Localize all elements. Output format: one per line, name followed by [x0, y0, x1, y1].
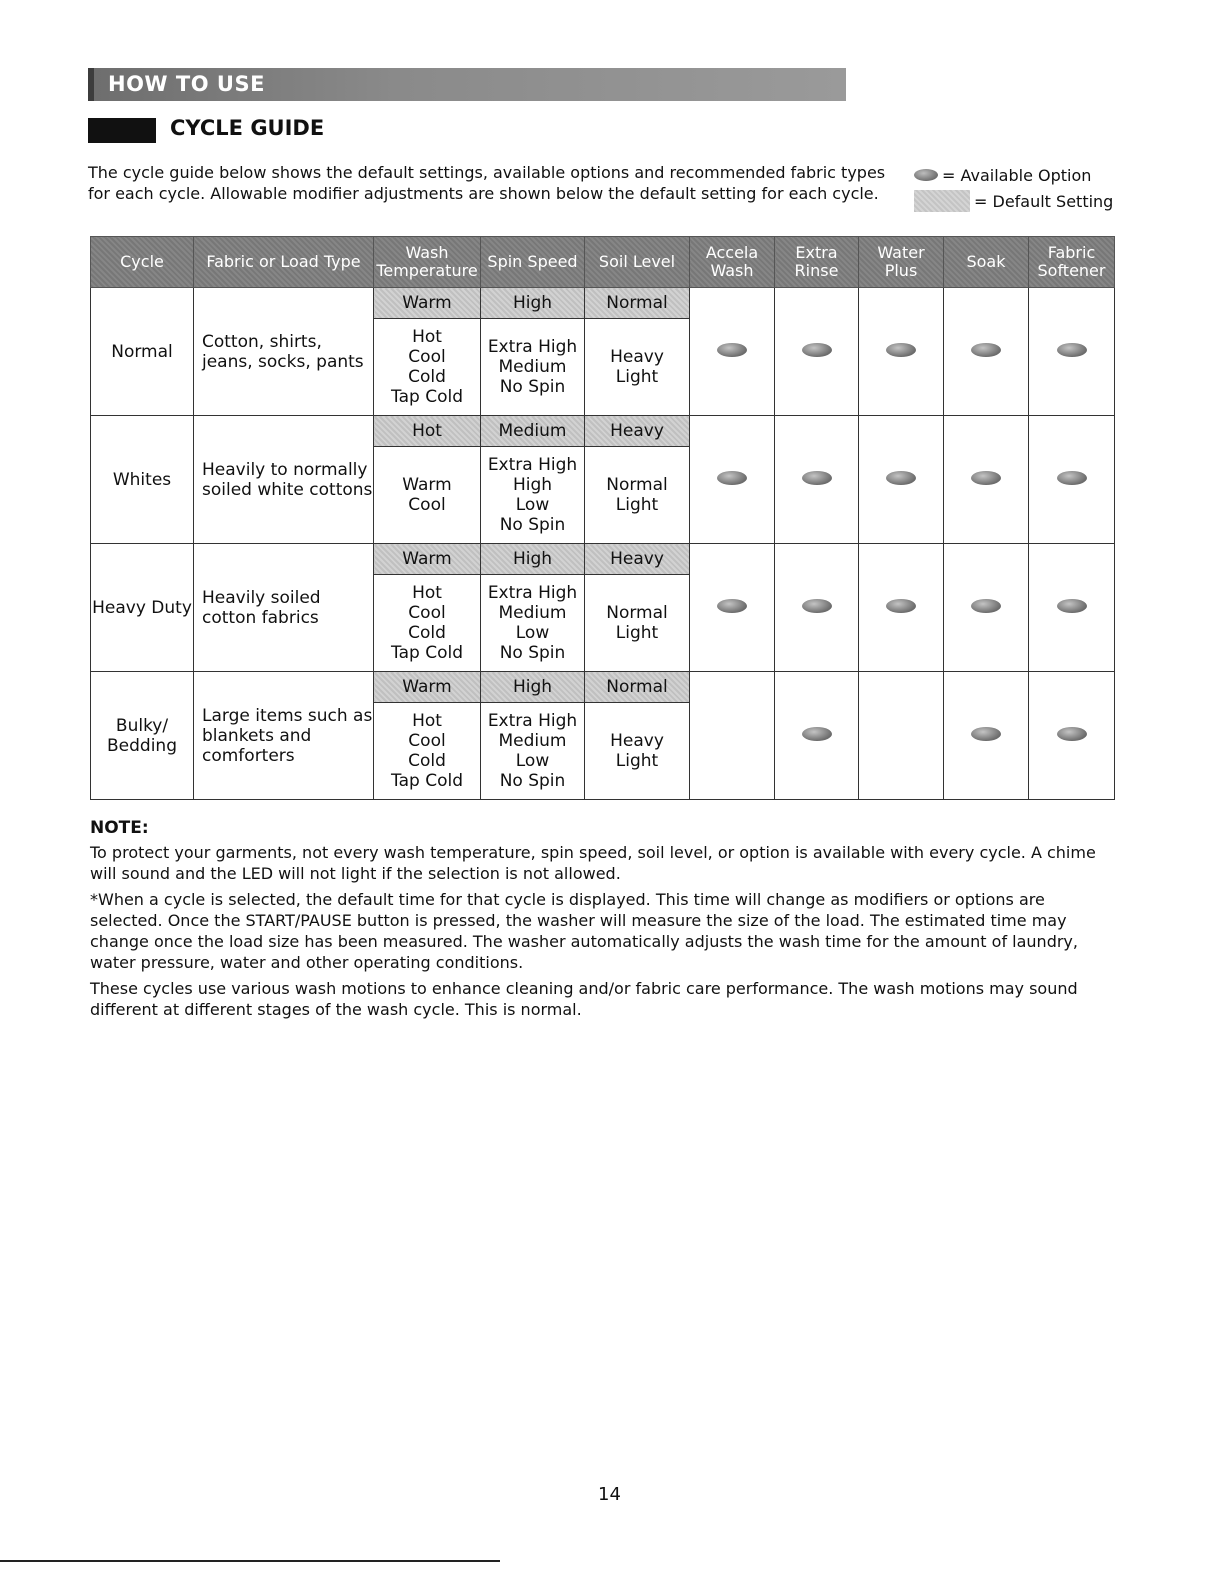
available-dot-icon: [1057, 599, 1087, 613]
fabric-type: Heavily to normally soiled white cottons: [194, 416, 374, 544]
option-value: Normal: [606, 475, 668, 495]
soak-cell: [944, 544, 1029, 672]
cycle-name: Bulky/ Bedding: [91, 672, 194, 800]
option-value: No Spin: [499, 771, 566, 791]
option-value: Extra High: [487, 337, 578, 357]
accela-wash-cell: [690, 288, 775, 416]
option-value: No Spin: [499, 377, 566, 397]
wash-temperature-options: [374, 447, 481, 544]
spin-speed-options: [481, 703, 585, 800]
extra-rinse-cell: [775, 672, 859, 800]
spin-speed-options: [481, 319, 585, 416]
section-banner: [88, 68, 846, 101]
option-value: Light: [615, 623, 659, 643]
option-value: Cool: [408, 347, 446, 367]
table-row: [91, 672, 1115, 703]
title-marker-block: [88, 118, 156, 143]
column-header-cycle: Cycle: [91, 237, 194, 288]
accela-wash-cell: [690, 544, 775, 672]
intro-text: The cycle guide below shows the default settings, available options and recommended fabric types for each cycle. Allowable modifier adjustments are shown below the default setting for each cycle.: [88, 163, 886, 203]
default-wash-temperature: Hot: [374, 416, 481, 447]
note-title: NOTE:: [90, 818, 149, 838]
option-value: Hot: [412, 711, 442, 731]
default-spin-speed: High: [481, 672, 585, 703]
fabric-type: Large items such as blankets and comforters: [194, 672, 374, 800]
legend-default-row: [914, 188, 1113, 214]
fabric-softener-cell: [1029, 288, 1115, 416]
legend-default-label: = Default Setting: [974, 191, 1114, 211]
cycle-name: Normal: [91, 288, 194, 416]
available-dot-icon: [802, 343, 832, 357]
note-paragraph: These cycles use various wash motions to enhance cleaning and/or fabric care performance. The wash motions may sound different at different stages of the wash cycle. This is normal.: [90, 979, 1078, 1019]
default-soil-level: Heavy: [585, 416, 690, 447]
option-value: Tap Cold: [391, 771, 463, 791]
option-value: Extra High: [487, 455, 578, 475]
available-dot-icon: [886, 471, 916, 485]
accela-wash-cell: [690, 416, 775, 544]
column-header-accela-wash: Accela Wash: [690, 237, 775, 288]
legend-available-row: [914, 162, 1113, 188]
option-value: Heavy: [610, 347, 664, 367]
soil-level-options: [585, 703, 690, 800]
available-dot-icon: [1057, 343, 1087, 357]
cycle-name: Heavy Duty: [91, 544, 194, 672]
soil-level-options: [585, 319, 690, 416]
column-header-extra-rinse: Extra Rinse: [775, 237, 859, 288]
section-title: HOW TO USE: [108, 72, 265, 96]
note-paragraph: *When a cycle is selected, the default time for that cycle is displayed. This time will change as modifiers or options are selected. Once the START/PAUSE button is pressed, the washer will measure the size of the load. The estimated time may change once the load size has been measured. The washer automatically adjusts the wash time for the amount of laundry, water pressure, water and other operating conditions.: [90, 890, 1078, 972]
fabric-type: Cotton, shirts, jeans, socks, pants: [194, 288, 374, 416]
spin-speed-options: [481, 575, 585, 672]
water-plus-cell: [859, 544, 944, 672]
option-value: Cold: [408, 751, 446, 771]
extra-rinse-cell: [775, 416, 859, 544]
soak-cell: [944, 288, 1029, 416]
page-title: CYCLE GUIDE: [170, 116, 325, 140]
water-plus-cell: [859, 288, 944, 416]
wash-temperature-options: [374, 575, 481, 672]
legend-available-label: = Available Option: [942, 165, 1092, 185]
page-number: 14: [598, 1484, 621, 1505]
column-header-wash-temperature: Wash Temperature: [374, 237, 481, 288]
option-value: Hot: [412, 583, 442, 603]
default-wash-temperature: Warm: [374, 288, 481, 319]
available-dot-icon: [971, 727, 1001, 741]
default-swatch-icon: [914, 190, 970, 212]
option-value: Tap Cold: [391, 387, 463, 407]
option-value: Medium: [498, 731, 567, 751]
option-value: Cool: [408, 603, 446, 623]
soil-level-options: [585, 447, 690, 544]
notes: [90, 842, 1120, 1025]
spin-speed-options: [481, 447, 585, 544]
wash-temperature-options: [374, 703, 481, 800]
available-dot-icon: [886, 599, 916, 613]
table-row: [91, 288, 1115, 319]
default-soil-level: Heavy: [585, 544, 690, 575]
option-value: Low: [515, 751, 550, 771]
fabric-softener-cell: [1029, 672, 1115, 800]
option-value: Heavy: [610, 731, 664, 751]
column-header-fabric-softener: Fabric Softener: [1029, 237, 1115, 288]
option-value: No Spin: [499, 643, 566, 663]
available-dot-icon: [717, 343, 747, 357]
column-header-soak: Soak: [944, 237, 1029, 288]
wash-temperature-options: [374, 319, 481, 416]
option-value: Light: [615, 367, 659, 387]
option-value: Medium: [498, 357, 567, 377]
option-value: Cold: [408, 623, 446, 643]
available-dot-icon: [802, 471, 832, 485]
soak-cell: [944, 416, 1029, 544]
option-value: High: [512, 475, 553, 495]
default-wash-temperature: Warm: [374, 544, 481, 575]
available-dot-icon: [971, 471, 1001, 485]
default-soil-level: Normal: [585, 672, 690, 703]
available-dot-icon: [971, 343, 1001, 357]
cycle-name: Whites: [91, 416, 194, 544]
option-value: Low: [515, 495, 550, 515]
column-header-soil-level: Soil Level: [585, 237, 690, 288]
option-value: Hot: [412, 327, 442, 347]
available-dot-icon: [802, 727, 832, 741]
extra-rinse-cell: [775, 288, 859, 416]
option-value: Low: [515, 623, 550, 643]
soil-level-options: [585, 575, 690, 672]
option-value: Light: [615, 751, 659, 771]
available-dot-icon: [717, 471, 747, 485]
option-value: Extra High: [487, 583, 578, 603]
option-value: No Spin: [499, 515, 566, 535]
option-value: Warm: [402, 475, 452, 495]
available-dot-icon: [802, 599, 832, 613]
option-value: Cold: [408, 367, 446, 387]
option-value: Cool: [408, 495, 446, 515]
column-header-water-plus: Water Plus: [859, 237, 944, 288]
table-body: [91, 288, 1115, 800]
default-soil-level: Normal: [585, 288, 690, 319]
extra-rinse-cell: [775, 544, 859, 672]
option-value: Medium: [498, 603, 567, 623]
fabric-type: Heavily soiled cotton fabrics: [194, 544, 374, 672]
option-value: Tap Cold: [391, 643, 463, 663]
default-spin-speed: High: [481, 544, 585, 575]
water-plus-cell: [859, 416, 944, 544]
fabric-softener-cell: [1029, 544, 1115, 672]
table-row: [91, 416, 1115, 447]
table-row: [91, 544, 1115, 575]
note-paragraph: To protect your garments, not every wash temperature, spin speed, soil level, or option is available with every cycle. A chime will sound and the LED will not light if the selection is not allowed.: [90, 843, 1096, 883]
available-dot-icon: [914, 169, 938, 181]
default-spin-speed: High: [481, 288, 585, 319]
available-dot-icon: [1057, 727, 1087, 741]
option-value: Normal: [606, 603, 668, 623]
fabric-softener-cell: [1029, 416, 1115, 544]
water-plus-cell: [859, 672, 944, 800]
available-dot-icon: [886, 343, 916, 357]
default-wash-temperature: Warm: [374, 672, 481, 703]
table-header-row: [91, 237, 1115, 288]
default-spin-speed: Medium: [481, 416, 585, 447]
option-value: Cool: [408, 731, 446, 751]
bottom-rule: [0, 1560, 500, 1562]
available-dot-icon: [971, 599, 1001, 613]
soak-cell: [944, 672, 1029, 800]
column-header-spin-speed: Spin Speed: [481, 237, 585, 288]
cycle-guide-table: [90, 236, 1115, 800]
option-value: Light: [615, 495, 659, 515]
column-header-fabric: Fabric or Load Type: [194, 237, 374, 288]
available-dot-icon: [1057, 471, 1087, 485]
accela-wash-cell: [690, 672, 775, 800]
option-value: Extra High: [487, 711, 578, 731]
available-dot-icon: [717, 599, 747, 613]
legend: [914, 162, 1113, 214]
